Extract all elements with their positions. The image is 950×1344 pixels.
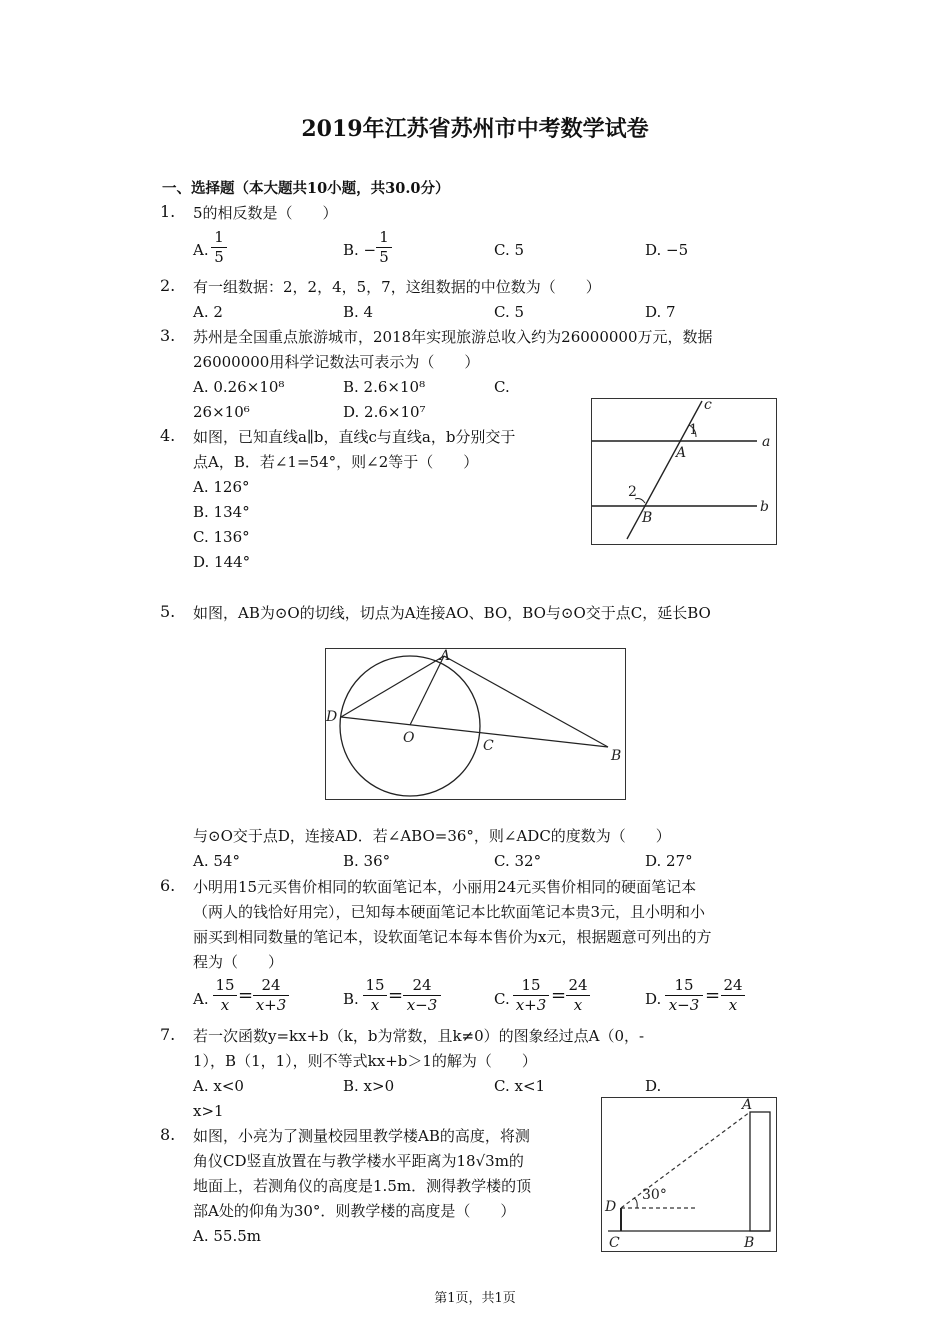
- label-D: D: [326, 709, 338, 725]
- option-b: B. 134°: [193, 503, 250, 521]
- option-c: C. x<1: [494, 1077, 546, 1095]
- option-a-right-fraction: 24 x+3: [253, 977, 289, 1014]
- option-b: B. 4: [343, 303, 374, 321]
- option-a-fraction: [211, 229, 227, 266]
- option-c-label: C.: [494, 990, 510, 1008]
- option-b-label: B. −: [343, 241, 377, 259]
- equals-sign: =: [551, 985, 567, 1006]
- page-title: 2019年江苏省苏州市中考数学试卷: [301, 116, 649, 142]
- question-number: 2.: [160, 276, 176, 295]
- option-c: C. 136°: [193, 528, 250, 546]
- question-stem-line2: 点A，B．若∠1=54°，则∠2等于（ ）: [193, 453, 479, 471]
- option-d-label: D.: [645, 990, 662, 1008]
- option-d: D. −5: [645, 241, 689, 259]
- building-ab: [750, 1112, 770, 1231]
- label-1: 1: [689, 422, 698, 438]
- question-stem-line1: 如图，AB为⊙O的切线，切点为A连接AO、BO，BO与⊙O交于点C，延长BO: [193, 604, 711, 622]
- question-number: 3.: [160, 326, 176, 345]
- question-stem-line4: 部A处的仰角为30°．则教学楼的高度是（ ）: [193, 1202, 516, 1220]
- equals-sign: =: [705, 985, 721, 1006]
- sight-line: [621, 1112, 750, 1208]
- option-a: A. x<0: [193, 1077, 244, 1095]
- label-A: A: [440, 649, 451, 664]
- option-c-right-fraction: 24 x: [566, 977, 590, 1014]
- question-stem-line2: 与⊙O交于点D，连接AD．若∠ABO=36°，则∠ADC的度数为（ ）: [193, 827, 671, 845]
- option-c: C. 5: [494, 303, 525, 321]
- option-d-left-fraction: 15 x−3: [665, 977, 703, 1014]
- segment-db: [341, 717, 608, 747]
- option-b-label: B.: [343, 990, 359, 1008]
- angle-arc: [634, 1198, 637, 1208]
- option-a: A. 2: [193, 303, 223, 321]
- label-O: O: [403, 730, 415, 746]
- option-d: D. 2.6×10⁷: [343, 403, 426, 421]
- question-stem-line1: 如图，小亮为了测量校园里教学楼AB的高度，将测: [193, 1127, 530, 1145]
- label-2: 2: [628, 484, 637, 500]
- option-c: C. 5: [494, 241, 525, 259]
- question-number: 8.: [160, 1125, 176, 1144]
- segment-ab: [444, 656, 608, 747]
- option-d-label: D.: [645, 1077, 662, 1095]
- option-d-value: x>1: [193, 1102, 224, 1120]
- option-c-left-fraction: 15 x+3: [513, 977, 549, 1014]
- option-a-label: A.: [193, 241, 209, 259]
- option-b: B. x>0: [343, 1077, 395, 1095]
- question-stem-line1: 如图，已知直线a∥b，直线c与直线a，b分别交于: [193, 428, 516, 446]
- option-c: C. 32°: [494, 852, 542, 870]
- question-stem-line3: 地面上，若测角仪的高度是1.5m．测得教学楼的顶: [193, 1177, 532, 1195]
- label-C: C: [483, 738, 494, 754]
- option-a: A. 54°: [193, 852, 240, 870]
- question-number: 4.: [160, 426, 176, 445]
- page-footer: 第1页，共1页: [434, 1291, 516, 1306]
- option-a: A. 126°: [193, 478, 250, 496]
- question-number: 6.: [160, 876, 176, 895]
- option-d-right-fraction: 24 x: [721, 977, 745, 1014]
- question-stem-line3: 丽买到相同数量的笔记本，设软面笔记本每本售价为x元，根据题意可列出的方: [193, 928, 712, 946]
- label-a: a: [762, 434, 771, 450]
- numerator: 1: [379, 228, 389, 246]
- question-stem-line1: 若一次函数y=kx+b（k，b为常数，且k≠0）的图象经过点A（0，-: [193, 1027, 645, 1045]
- label-B: B: [642, 510, 653, 526]
- question-stem-line1: 小明用15元买售价相同的软面笔记本，小丽用24元买售价相同的硬面笔记本: [193, 878, 697, 896]
- label-c: c: [704, 399, 712, 413]
- option-a-left-fraction: 15 x: [213, 977, 237, 1014]
- label-B: B: [744, 1235, 755, 1251]
- question-number: 1.: [160, 202, 176, 221]
- question-stem-line2: 1），B（1，1），则不等式kx+b＞1的解为（ ）: [193, 1052, 537, 1070]
- question-stem-line2: 角仪CD竖直放置在与教学楼水平距离为18√3m的: [193, 1152, 524, 1170]
- numerator: 1: [214, 228, 224, 246]
- option-b: B. 2.6×10⁸: [343, 378, 426, 396]
- question-stem: 5的相反数是（ ）: [193, 204, 338, 222]
- question-stem-line1: 苏州是全国重点旅游城市，2018年实现旅游总收入约为26000000万元，数据: [193, 328, 713, 346]
- option-c-label: C.: [494, 378, 510, 396]
- label-A: A: [742, 1098, 753, 1113]
- question-stem-line2: 26000000用科学记数法可表示为（ ）: [193, 353, 480, 371]
- denominator: 5: [379, 248, 389, 266]
- parallel-lines-figure: [591, 398, 777, 545]
- equals-sign: =: [238, 985, 254, 1006]
- denominator: 5: [214, 248, 224, 266]
- option-a: A. 0.26×10⁸: [193, 378, 285, 396]
- label-C: C: [609, 1235, 620, 1251]
- label-B: B: [611, 748, 622, 764]
- option-d: D. 144°: [193, 553, 251, 571]
- option-a-label: A.: [193, 990, 209, 1008]
- option-b-right-fraction: 24 x−3: [403, 977, 441, 1014]
- circle-tangent-figure: [325, 648, 626, 800]
- option-d: D. 27°: [645, 852, 693, 870]
- option-d: D. 7: [645, 303, 676, 321]
- label-A: A: [676, 445, 687, 461]
- question-stem: 有一组数据：2，2，4，5，7，这组数据的中位数为（ ）: [193, 278, 601, 296]
- circle-o: [340, 656, 480, 796]
- question-number: 5.: [160, 602, 176, 621]
- option-c-value: 26×10⁶: [193, 403, 250, 421]
- question-stem-line4: 程为（ ）: [193, 953, 284, 971]
- label-b: b: [760, 499, 769, 515]
- building-elevation-figure: [601, 1097, 777, 1252]
- option-a: A. 55.5m: [193, 1227, 261, 1245]
- question-number: 7.: [160, 1025, 176, 1044]
- section-heading: 一、选择题（本大题共10小题，共30.0分）: [162, 180, 450, 197]
- option-b-fraction: [376, 229, 392, 266]
- label-angle: 30°: [642, 1187, 667, 1203]
- equals-sign: =: [388, 985, 404, 1006]
- question-stem-line2: （两人的钱恰好用完），已知每本硬面笔记本比软面笔记本贵3元，且小明和小: [193, 903, 706, 921]
- option-b-left-fraction: 15 x: [363, 977, 387, 1014]
- label-D: D: [605, 1199, 617, 1215]
- option-b: B. 36°: [343, 852, 391, 870]
